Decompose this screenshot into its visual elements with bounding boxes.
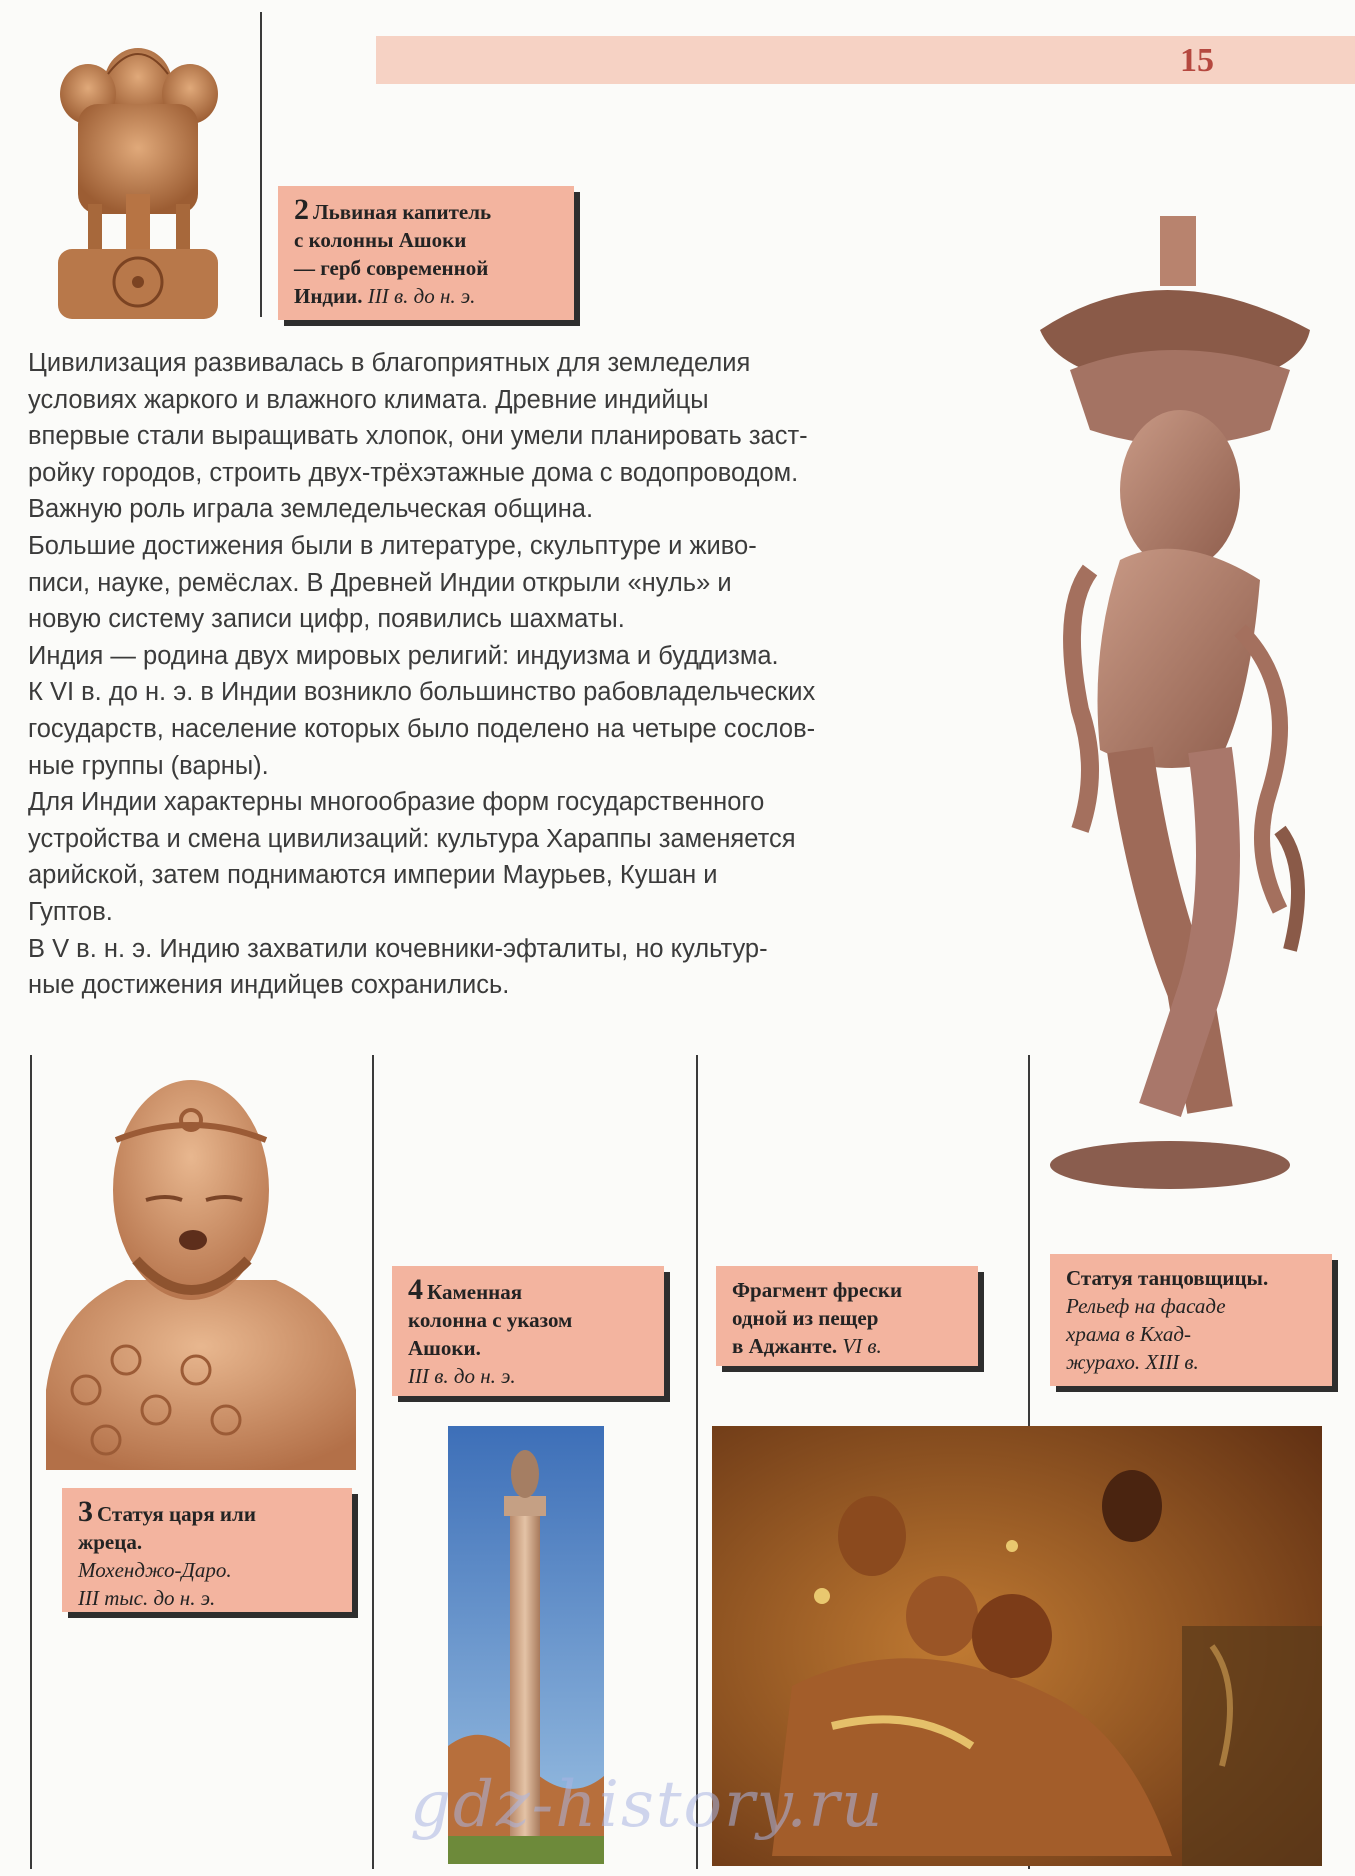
- caption-date: III тыс. до н. э.: [78, 1586, 216, 1610]
- caption-text: — герб современной: [294, 256, 489, 280]
- text-line: Для Индии характерны многообразие форм государственного: [28, 788, 765, 817]
- caption-text: Мохенджо-Даро.: [78, 1558, 232, 1582]
- lion-capital-image: [48, 14, 228, 324]
- priest-king-statue-image: [46, 1060, 358, 1472]
- caption-ajanta-fresco: [716, 1266, 978, 1366]
- text-line: арийской, затем поднимаются империи Маурьев, Кушан и: [28, 861, 718, 890]
- text-line: ные достижения индийцев сохранились.: [28, 971, 510, 1000]
- text-line: новую систему записи цифр, появились шахматы.: [28, 605, 625, 634]
- caption-text: Статуя царя или: [97, 1502, 256, 1526]
- caption-text: храма в Кхад-: [1066, 1322, 1191, 1346]
- divider-line: [260, 12, 262, 317]
- caption-text: колонна с указом: [408, 1308, 573, 1332]
- text-line: Цивилизация развивалась в благоприятных для земледелия: [28, 349, 751, 377]
- page-number: 15: [1180, 42, 1214, 79]
- caption-text: Рельеф на фасаде: [1066, 1294, 1226, 1318]
- caption-number: 3: [78, 1495, 93, 1528]
- caption-text: Каменная: [427, 1280, 523, 1304]
- caption-number: 2: [294, 193, 309, 226]
- text-line: впервые стали выращивать хлопок, они умели планировать заст-: [28, 422, 808, 451]
- caption-text: Львиная капитель: [313, 200, 492, 224]
- caption-date: III в. до н. э.: [408, 1364, 516, 1388]
- caption-text: Ашоки.: [408, 1336, 481, 1360]
- text-line: ные группы (варны).: [28, 751, 269, 780]
- text-line: Важную роль играла земледельческая община.: [28, 495, 594, 524]
- caption-text: Индии.: [294, 284, 363, 308]
- divider-line: [696, 1055, 698, 1869]
- text-line: устройства и смена цивилизаций: культура Хараппы заменяется: [28, 824, 796, 853]
- watermark: gdz-history.ru: [410, 1768, 885, 1842]
- text-line: Большие достижения были в литературе, скульптуре и живо-: [28, 531, 757, 560]
- caption-priest-king: [62, 1488, 352, 1612]
- caption-dancer-statue: [1050, 1254, 1332, 1386]
- divider-line: [372, 1055, 374, 1869]
- main-text: [28, 345, 988, 1004]
- caption-lion-capital: [278, 186, 574, 320]
- caption-text: Статуя танцовщицы.: [1066, 1266, 1269, 1290]
- text-line: государств, население которых было поделено на четыре сослов-: [28, 714, 816, 743]
- text-line: писи, науке, ремёслах. В Древней Индии открыли «нуль» и: [28, 568, 732, 597]
- caption-text: Фрагмент фрески: [732, 1278, 903, 1302]
- caption-date: VI в.: [842, 1334, 882, 1358]
- text-line: В V в. н. э. Индию захватили кочевники-эфталиты, но культур-: [28, 934, 768, 963]
- text-line: Гуптов.: [28, 897, 113, 926]
- divider-line: [30, 1055, 32, 1869]
- caption-text: в Аджанте.: [732, 1334, 838, 1358]
- text-line: К VI в. до н. э. в Индии возникло большинство рабовладельческих: [28, 678, 816, 707]
- text-line: ройку городов, строить двух-трёхэтажные дома с водопроводом.: [28, 458, 799, 487]
- text-line: Индия — родина двух мировых религий: индуизма и буддизма.: [28, 641, 779, 670]
- caption-number: 4: [408, 1273, 423, 1306]
- caption-text: жреца.: [78, 1530, 143, 1554]
- caption-date: III в. до н. э.: [367, 284, 476, 308]
- caption-text: одной из пещер: [732, 1306, 879, 1330]
- caption-text: с колонны Ашоки: [294, 228, 467, 252]
- caption-date: журахо. XIII в.: [1066, 1350, 1199, 1374]
- dancer-statue-image: [1010, 210, 1340, 1200]
- text-line: условиях жаркого и влажного климата. Древние индийцы: [28, 385, 709, 414]
- caption-ashoka-column: [392, 1266, 664, 1396]
